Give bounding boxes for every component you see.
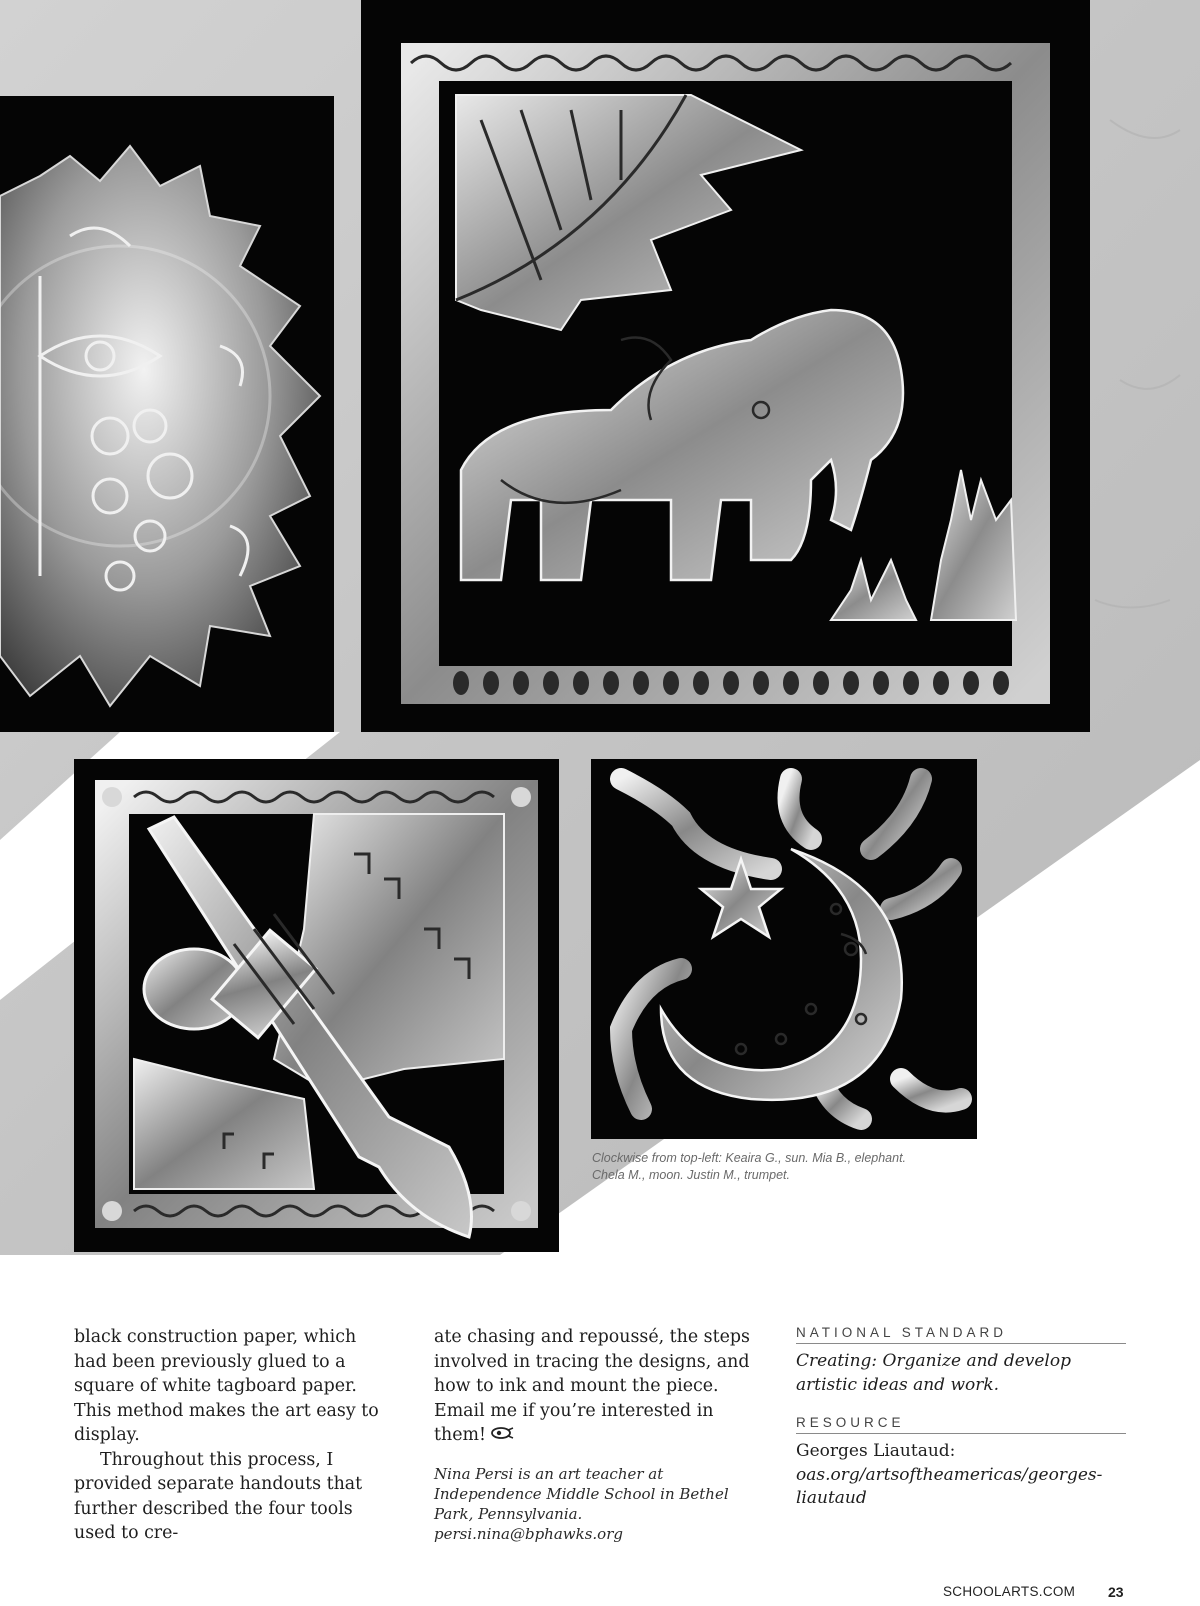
resource-name: Georges Liautaud: xyxy=(796,1441,956,1461)
article-column-1 xyxy=(74,1325,392,1546)
elephant-relief-drawing xyxy=(361,0,1090,732)
resource-heading: RESOURCE xyxy=(796,1415,1126,1434)
national-standard-text: Creating: Organize and develop artistic ideas and work. xyxy=(796,1351,1071,1395)
resource-link[interactable]: oas.org/artsoftheamericas/georges-liautaud xyxy=(796,1464,1103,1508)
article-paragraph: Throughout this process, I provided separate handouts that further described the four tools used to cre- xyxy=(74,1449,363,1543)
footer-site-name: SCHOOLARTS.COM xyxy=(943,1584,1076,1599)
caption-line-1: Clockwise from top-left: Keaira G., sun. Mia B., elephant. xyxy=(592,1151,907,1165)
elephant-artwork-photo xyxy=(361,0,1090,732)
article-column-2 xyxy=(434,1325,764,1544)
end-of-article-icon xyxy=(490,1423,514,1448)
sun-relief-drawing xyxy=(0,96,334,732)
page-number: 23 xyxy=(1108,1584,1124,1600)
article-paragraph: black construction paper, which had been previously glued to a square of white tagboard paper. This method makes the art easy to display. xyxy=(74,1327,379,1445)
moon-relief-drawing xyxy=(591,759,977,1139)
caption-line-2: Chela M., moon. Justin M., trumpet. xyxy=(592,1168,790,1182)
national-standard-heading: NATIONAL STANDARD xyxy=(796,1325,1126,1344)
sun-artwork-photo xyxy=(0,96,334,732)
article-paragraph-text: ate chasing and repoussé, the steps involved in tracing the designs, and how to ink and mount the piece. Email me if you’re interested in them! xyxy=(434,1327,750,1445)
trumpet-relief-drawing xyxy=(74,759,559,1252)
moon-artwork-photo xyxy=(591,759,977,1139)
photo-caption xyxy=(592,1150,982,1184)
author-bio: Nina Persi is an art teacher at Independence Middle School in Bethel Park, Pennsylvania. persi.nina@bphawks.org xyxy=(434,1464,729,1543)
trumpet-artwork-photo xyxy=(74,759,559,1252)
resource-entry xyxy=(796,1440,1126,1511)
sidebar-info-box xyxy=(796,1325,1126,1529)
article-paragraph-ending xyxy=(434,1325,764,1448)
